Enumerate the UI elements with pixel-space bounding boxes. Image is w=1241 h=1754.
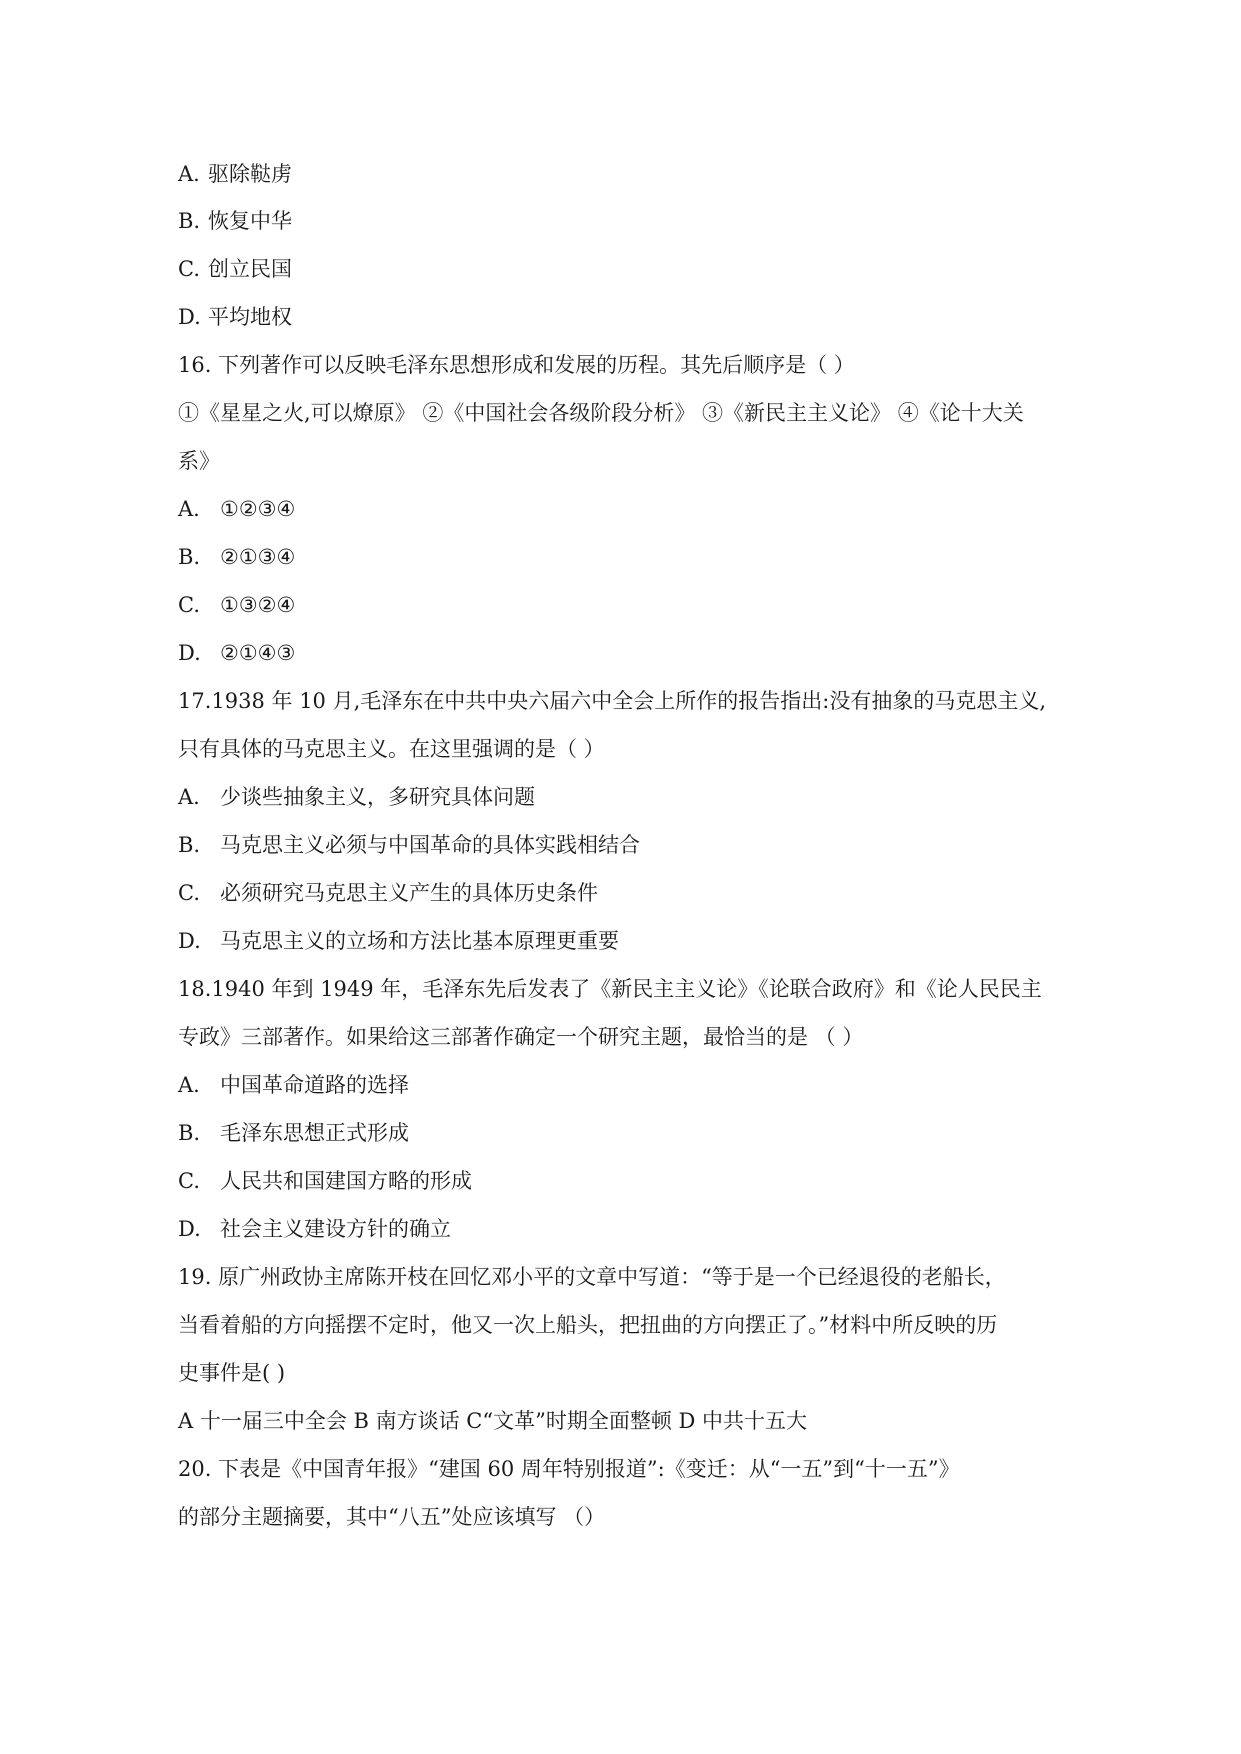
option-text: 社会主义建设方针的确立 xyxy=(220,1217,451,1241)
answer-option xyxy=(178,1119,409,1147)
answer-option xyxy=(178,495,295,523)
option-key: C. xyxy=(178,593,200,617)
option-key: A. xyxy=(178,497,200,521)
option-key: B. xyxy=(178,209,201,233)
option-key: C. xyxy=(178,881,200,905)
option-key: C. xyxy=(178,257,200,281)
option-key: A. xyxy=(178,785,200,809)
answer-option xyxy=(178,255,292,283)
option-text: 创立民国 xyxy=(208,257,292,281)
question-text-line: 17.1938 年 10 月,毛泽东在中共中央六届六中全会上所作的报告指出:没有抽象的马克思主义, xyxy=(178,689,1047,713)
option-text: 毛泽东思想正式形成 xyxy=(220,1121,409,1145)
option-key: D. xyxy=(178,929,201,953)
question-text-line: 专政》三部著作。如果给这三部著作确定一个研究主题，最恰当的是 （ ） xyxy=(178,1025,864,1049)
answer-option xyxy=(178,879,598,907)
question-text-line: 当看着船的方向摇摆不定时，他又一次上船头，把扭曲的方向摆正了。”材料中所反映的历 xyxy=(178,1313,998,1337)
option-key: C. xyxy=(178,1169,200,1193)
answer-option xyxy=(178,1215,451,1243)
option-text: 必须研究马克思主义产生的具体历史条件 xyxy=(220,881,598,905)
option-key: B. xyxy=(178,833,201,857)
answer-option xyxy=(178,160,292,188)
answer-option xyxy=(178,543,295,571)
answer-option xyxy=(178,591,295,619)
answer-option xyxy=(178,831,640,859)
answer-option xyxy=(178,303,292,331)
question-text-line: 19. 原广州政协主席陈开枝在回忆邓小平的文章中写道：“等于是一个已经退役的老船长， xyxy=(178,1265,1006,1289)
question-text-line: 系》 xyxy=(178,449,220,473)
question-text-line: ①《星星之火,可以燎原》 ②《中国社会各级阶段分析》 ③《新民主主义论》 ④《论十大关 xyxy=(178,401,1024,425)
option-text: 马克思主义必须与中国革命的具体实践相结合 xyxy=(220,833,640,857)
option-text: 平均地权 xyxy=(208,305,292,329)
question-text-line: A 十一届三中全会 B 南方谈话 C“文革”时期全面整顿 D 中共十五大 xyxy=(178,1409,808,1433)
option-text: 恢复中华 xyxy=(208,209,292,233)
question-text-line: 只有具体的马克思主义。在这里强调的是（ ） xyxy=(178,737,605,761)
answer-option xyxy=(178,927,619,955)
option-text: 中国革命道路的选择 xyxy=(220,1073,409,1097)
option-text: ②①③④ xyxy=(220,545,296,569)
option-text: 马克思主义的立场和方法比基本原理更重要 xyxy=(220,929,619,953)
option-text: 驱除鞑虏 xyxy=(208,162,292,186)
option-key: A. xyxy=(178,162,200,186)
option-text: ②①④③ xyxy=(220,641,296,665)
question-text-line: 的部分主题摘要，其中“八五”处应该填写 （） xyxy=(178,1505,606,1529)
option-key: D. xyxy=(178,1217,201,1241)
option-text: 人民共和国建国方略的形成 xyxy=(220,1169,472,1193)
answer-option xyxy=(178,783,535,811)
option-text: ①②③④ xyxy=(220,497,296,521)
question-text-line: 18.1940 年到 1949 年，毛泽东先后发表了《新民主主义论》《论联合政府》和《论人民民主 xyxy=(178,977,1042,1001)
option-key: A. xyxy=(178,1073,200,1097)
option-text: ①③②④ xyxy=(220,593,296,617)
option-text: 少谈些抽象主义，多研究具体问题 xyxy=(220,785,535,809)
option-key: B. xyxy=(178,545,201,569)
answer-option xyxy=(178,207,292,235)
answer-option xyxy=(178,1071,409,1099)
question-text-line: 20. 下表是《中国青年报》“建国 60 周年特别报道”:《变迁：从“一五”到“十一五”》 xyxy=(178,1457,960,1481)
question-text-line: 史事件是( ) xyxy=(178,1361,286,1385)
answer-option xyxy=(178,1167,472,1195)
option-key: B. xyxy=(178,1121,201,1145)
answer-option xyxy=(178,639,295,667)
option-key: D. xyxy=(178,305,201,329)
option-key: D. xyxy=(178,641,201,665)
question-text-line: 16. 下列著作可以反映毛泽东思想形成和发展的历程。其先后顺序是（ ） xyxy=(178,353,855,377)
